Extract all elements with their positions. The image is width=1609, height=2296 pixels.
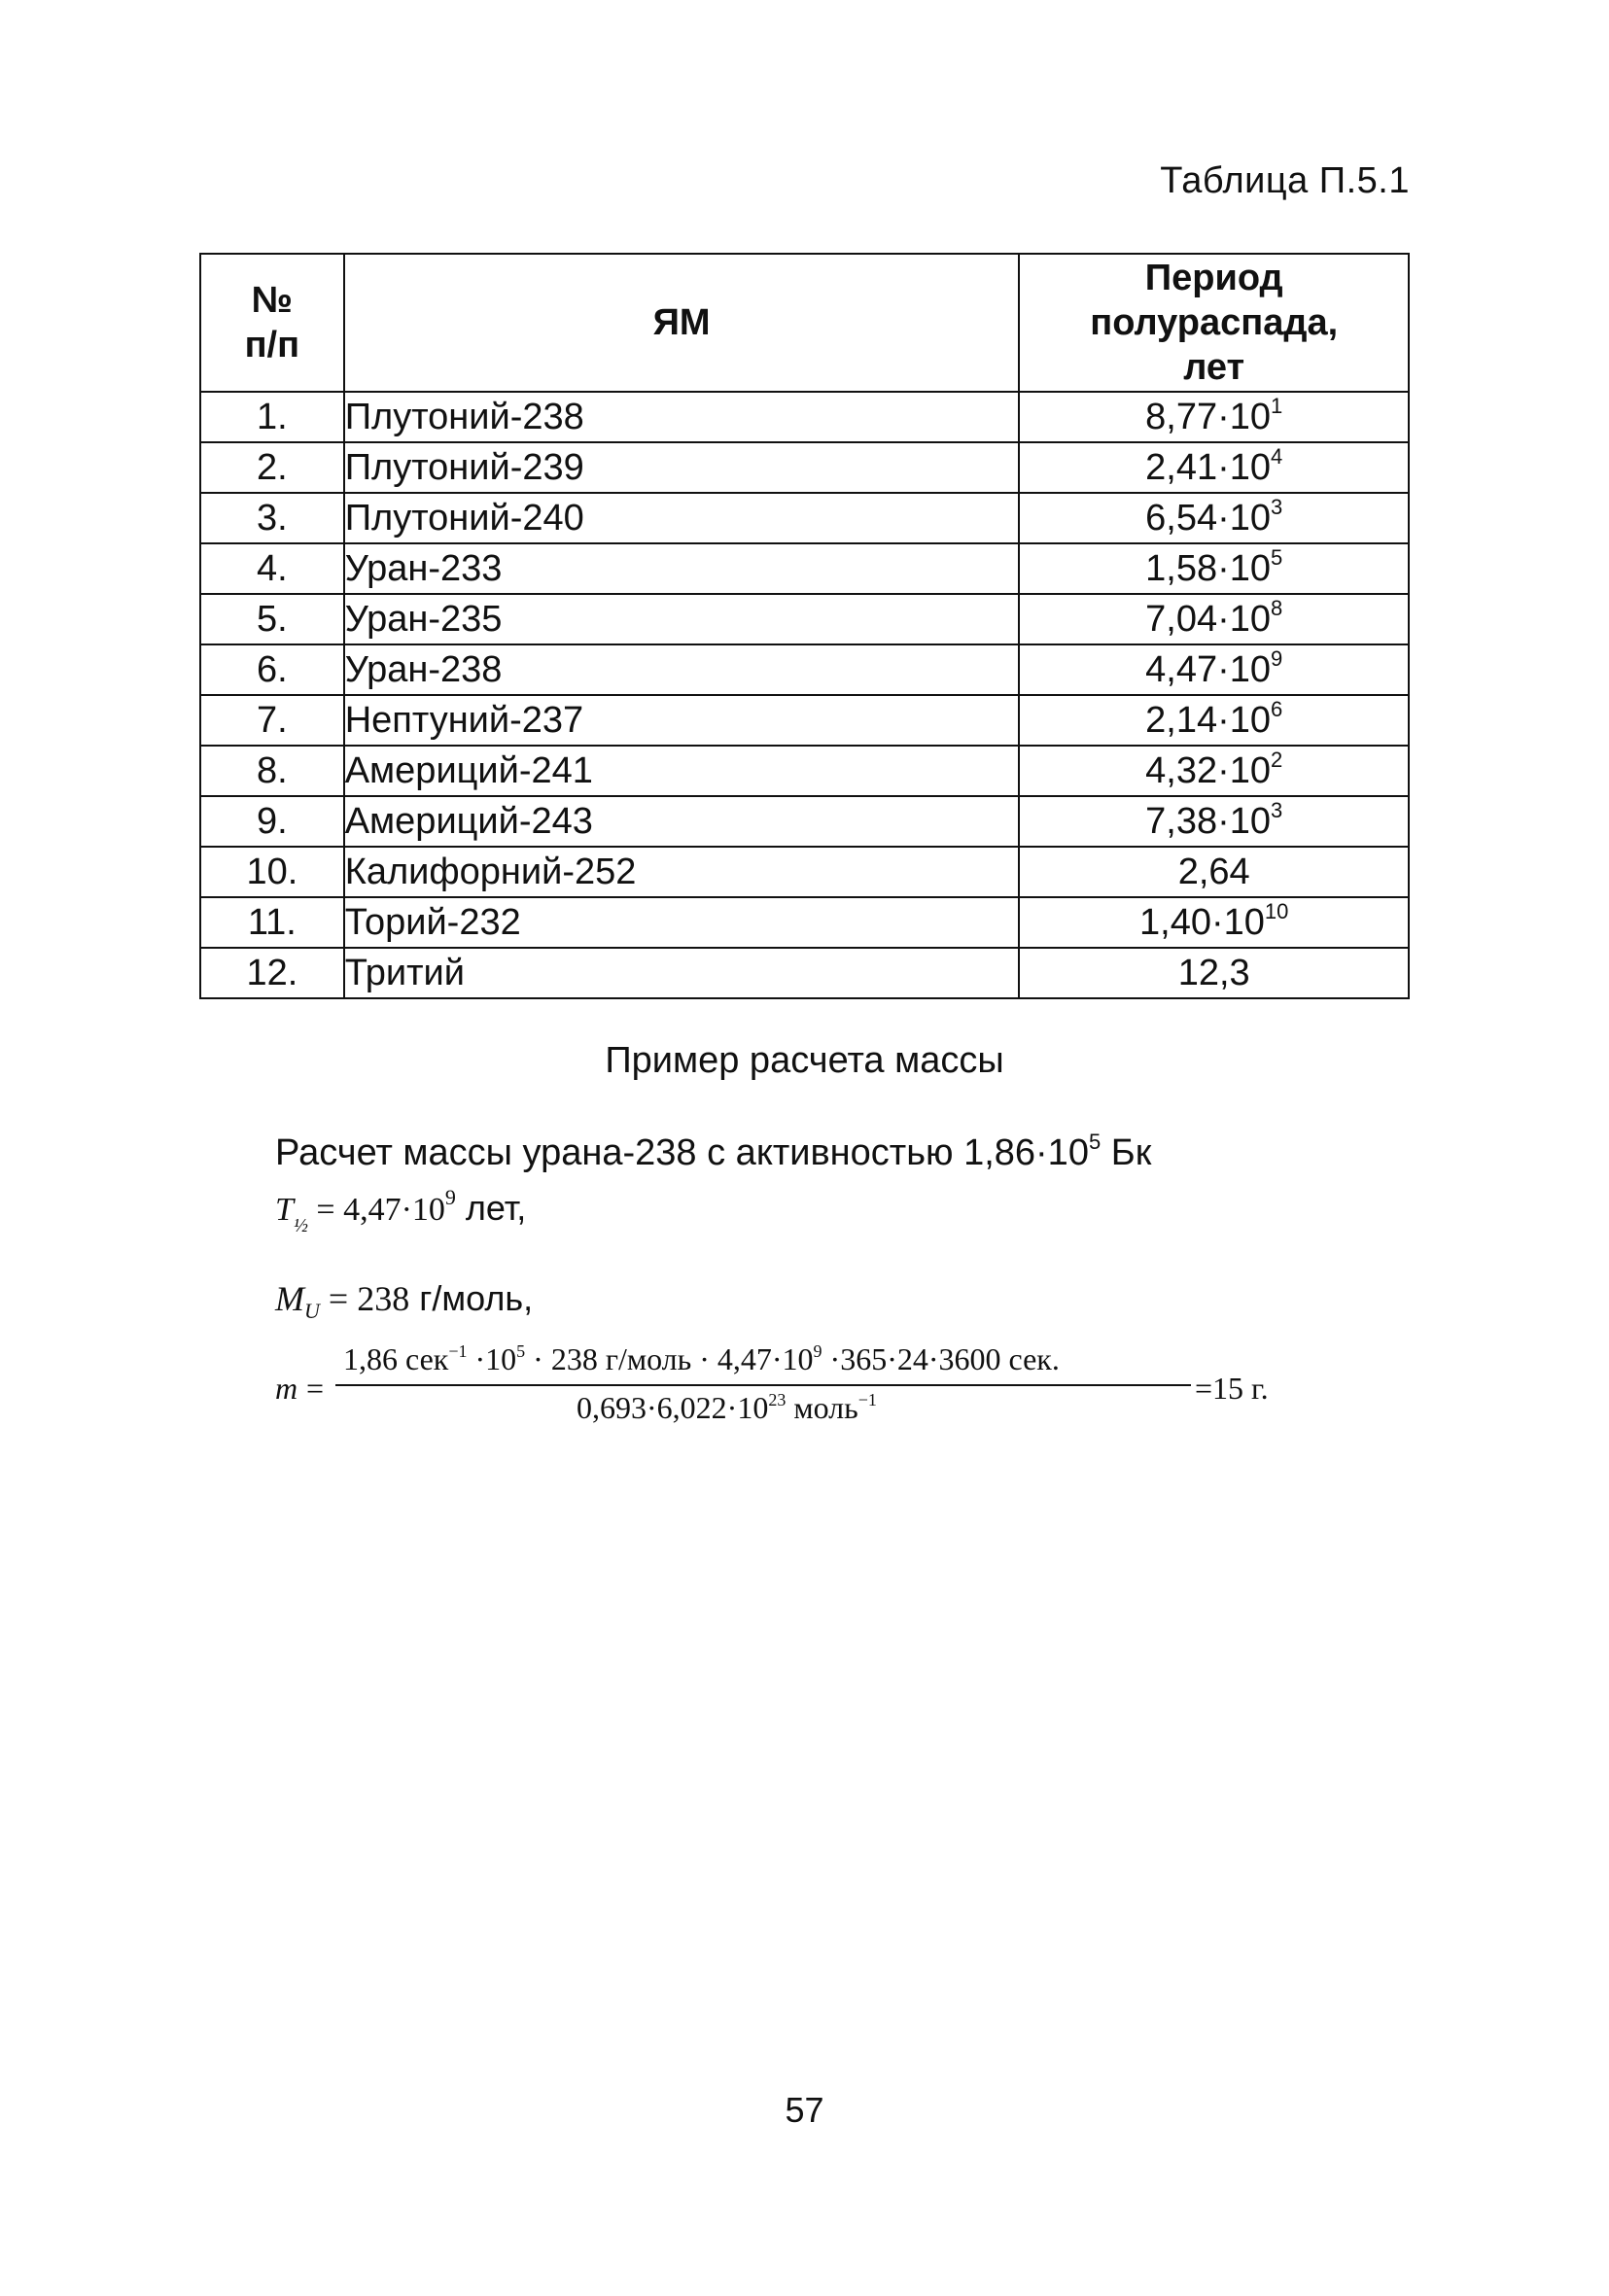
molar-mass-unit: г/моль, <box>409 1278 534 1318</box>
half-life-value: = 4,47·10 <box>307 1192 445 1228</box>
half-life-mantissa: 8,77·10 <box>1145 397 1272 437</box>
half-life-exponent: 10 <box>1264 899 1289 923</box>
half-life-table <box>199 253 1410 999</box>
numerator-part-b-exponent: 5 <box>516 1341 526 1361</box>
row-material: Плутоний-239 <box>344 442 1020 493</box>
table-row <box>200 746 1409 796</box>
page-number: 57 <box>785 2090 824 2130</box>
half-life-mantissa: 6,54·10 <box>1145 498 1272 539</box>
molar-mass-value: = 238 <box>319 1279 410 1318</box>
formula-equals: = <box>306 1371 325 1406</box>
row-number: 10. <box>200 847 344 897</box>
header-half-life <box>1019 254 1409 392</box>
row-number: 12. <box>200 948 344 998</box>
molar-mass-subscript: U <box>304 1299 320 1323</box>
mass-formula <box>275 1341 1306 1439</box>
row-material: Торий-232 <box>344 897 1020 948</box>
table-caption: Таблица П.5.1 <box>1160 160 1410 201</box>
half-life-subscript: ½ <box>293 1215 308 1236</box>
row-number: 4. <box>200 543 344 594</box>
row-number: 3. <box>200 493 344 543</box>
table-row <box>200 796 1409 847</box>
row-half-life <box>1019 847 1409 897</box>
half-life-mantissa: 4,47·10 <box>1145 649 1272 690</box>
half-life-exponent: 8 <box>1271 596 1283 620</box>
header-half-life-line3: лет <box>1183 347 1245 388</box>
row-half-life <box>1019 695 1409 746</box>
table-row <box>200 442 1409 493</box>
denominator-part-a-exponent: 23 <box>768 1390 787 1409</box>
table-row <box>200 897 1409 948</box>
half-life-mantissa: 2,14·10 <box>1145 700 1272 741</box>
half-life-exponent: 2 <box>1271 748 1283 772</box>
numerator-part-c: · 238 г/моль · 4,47·10 <box>525 1341 814 1376</box>
header-half-life-line2: полураспада, <box>1090 302 1339 343</box>
row-half-life <box>1019 442 1409 493</box>
half-life-mantissa: 1,58·10 <box>1145 548 1272 589</box>
formula-lhs: m <box>275 1371 298 1406</box>
header-half-life-line1: Период <box>1144 258 1283 298</box>
example-heading: Пример расчета массы <box>605 1040 1004 1081</box>
row-number: 1. <box>200 392 344 442</box>
header-number-line2: п/п <box>244 325 300 365</box>
row-half-life <box>1019 644 1409 695</box>
table-row <box>200 644 1409 695</box>
formula-denominator <box>577 1390 877 1426</box>
row-material: Плутоний-240 <box>344 493 1020 543</box>
row-material: Америций-243 <box>344 796 1020 847</box>
half-life-mantissa: 2,64 <box>1177 852 1250 892</box>
half-life-mantissa: 2,41·10 <box>1145 447 1272 488</box>
calc-intro-exponent: 5 <box>1088 1130 1102 1154</box>
table-row <box>200 948 1409 998</box>
denominator-part-a: 0,693·6,022·10 <box>577 1390 769 1425</box>
formula-result: =15 г. <box>1195 1371 1269 1406</box>
row-half-life <box>1019 493 1409 543</box>
row-half-life <box>1019 594 1409 644</box>
table-row <box>200 847 1409 897</box>
header-number-line1: № <box>251 280 294 321</box>
half-life-exponent: 1 <box>1271 394 1283 418</box>
row-half-life <box>1019 543 1409 594</box>
numerator-part-c-exponent: 9 <box>813 1341 822 1361</box>
half-life-exponent: 9 <box>1271 646 1283 671</box>
row-number: 8. <box>200 746 344 796</box>
row-number: 7. <box>200 695 344 746</box>
row-number: 2. <box>200 442 344 493</box>
denominator-part-b: моль <box>786 1390 858 1425</box>
half-life-mantissa: 12,3 <box>1177 953 1250 993</box>
row-material: Уран-233 <box>344 543 1020 594</box>
row-number: 11. <box>200 897 344 948</box>
numerator-part-a: 1,86 сек <box>343 1341 449 1376</box>
molar-mass-symbol: M <box>275 1279 304 1318</box>
half-life-value-exponent: 9 <box>444 1185 456 1209</box>
half-life-symbol: T <box>275 1192 294 1228</box>
row-material: Плутоний-238 <box>344 392 1020 442</box>
row-number: 9. <box>200 796 344 847</box>
numerator-part-a-exponent: −1 <box>448 1341 468 1361</box>
header-number <box>200 254 344 392</box>
row-material: Уран-238 <box>344 644 1020 695</box>
half-life-exponent: 6 <box>1271 697 1283 721</box>
row-material: Калифорний-252 <box>344 847 1020 897</box>
half-life-mantissa: 7,04·10 <box>1145 599 1272 640</box>
table-row <box>200 392 1409 442</box>
half-life-exponent: 3 <box>1271 798 1283 822</box>
molar-mass-line <box>275 1278 534 1323</box>
fraction-bar <box>335 1384 1191 1386</box>
half-life-exponent: 5 <box>1271 545 1283 570</box>
formula-numerator <box>343 1341 1060 1377</box>
table-row <box>200 594 1409 644</box>
row-half-life <box>1019 796 1409 847</box>
row-material: Уран-235 <box>344 594 1020 644</box>
row-material: Тритий <box>344 948 1020 998</box>
denominator-part-b-exponent: −1 <box>857 1390 877 1409</box>
table-row <box>200 543 1409 594</box>
calc-intro-line <box>275 1132 1151 1174</box>
row-half-life <box>1019 746 1409 796</box>
calc-intro-unit: Бк <box>1101 1132 1152 1173</box>
half-life-exponent: 4 <box>1271 444 1283 469</box>
half-life-line <box>275 1185 527 1236</box>
table-row <box>200 695 1409 746</box>
row-number: 6. <box>200 644 344 695</box>
table-row <box>200 493 1409 543</box>
table-header-row <box>200 254 1409 392</box>
calc-intro-text: Расчет массы урана-238 с активностью 1,86·10 <box>275 1132 1089 1173</box>
row-half-life <box>1019 392 1409 442</box>
half-life-mantissa: 1,40·10 <box>1139 902 1265 943</box>
row-material: Америций-241 <box>344 746 1020 796</box>
row-material: Нептуний-237 <box>344 695 1020 746</box>
half-life-unit: лет, <box>455 1188 527 1228</box>
row-half-life <box>1019 948 1409 998</box>
row-half-life <box>1019 897 1409 948</box>
row-number: 5. <box>200 594 344 644</box>
numerator-part-d: ·365·24·3600 сек. <box>822 1341 1060 1376</box>
header-material: ЯМ <box>344 254 1020 392</box>
half-life-mantissa: 7,38·10 <box>1145 801 1272 842</box>
numerator-part-b: ·10 <box>467 1341 517 1376</box>
half-life-mantissa: 4,32·10 <box>1145 750 1272 791</box>
half-life-exponent: 3 <box>1271 495 1283 519</box>
